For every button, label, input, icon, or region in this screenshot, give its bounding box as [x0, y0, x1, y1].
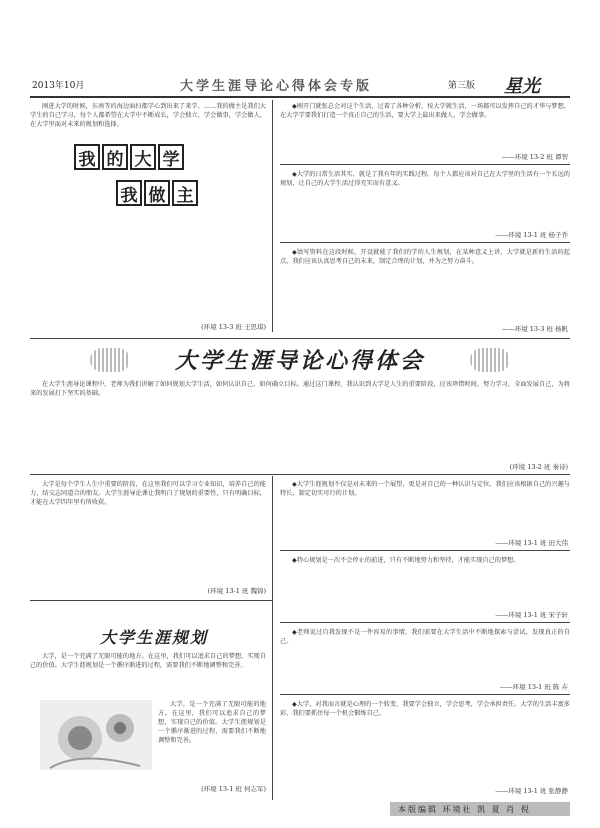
top-right-article-2 — [280, 170, 570, 230]
issue-date: 2013年10月 — [32, 81, 85, 91]
top-right-article-1 — [280, 102, 570, 150]
plan-article-intro — [30, 652, 266, 694]
top-right-signature-2: ——环境 13-1 班 杨子乔 — [495, 231, 568, 239]
mid-right-article-1-text: ◆大学生涯规划不仅是对未来的一个展望，更是对自己的一种认识与定位。我们应该根据自己的兴趣与特长，制定切实可行的计划。 — [280, 481, 570, 497]
top-right-signature-3: ——环境 13-3 班 杨帆 — [501, 325, 568, 333]
newspaper-page — [30, 72, 570, 812]
section-banner — [90, 344, 510, 374]
footer-editor-label: 本版编辑 环境社 凯 夏 肖 倪 — [398, 805, 531, 814]
top-left-article — [30, 102, 266, 332]
mid-right-signature-1: ——环境 13-1 班 田大伟 — [495, 539, 568, 547]
mid-right-article-3 — [280, 628, 570, 682]
mid-right-article-2-text: ◆特心规划是一次不会停止的前进，只有不断地努力和坚持，才能实现自己的梦想。 — [292, 557, 520, 564]
heading-char-4: 学 — [158, 144, 184, 170]
plan-article-side-text: 大学，是一个充满了无限可能的地方。在这里，我们可以追求自己的梦想，实现自己的价值。大学生涯规划是一个循序渐进的过程，需要我们不断地调整和完善。 — [158, 701, 266, 744]
article-divider — [30, 600, 272, 601]
mid-right-signature-3: ——环境 13-1 班 陈 卉 — [499, 683, 568, 691]
flower-illustration — [40, 700, 152, 770]
banner-title: 大学生涯导论心得体会 — [174, 347, 425, 374]
middle-article-signature: (环境 13-2 班 秦诗) — [509, 463, 568, 471]
article-divider — [280, 164, 570, 165]
heading-char-1: 我 — [74, 144, 100, 170]
middle-article-text: 在大学生涯导论课程中，老师为我们讲解了如何规划大学生活，如何认识自己，如何确立目标。通过这门课程，我认识到大学是人生的重要阶段，应该珍惜时间，努力学习，全面发展自己，为将来的发展打下坚实的基础。 — [30, 381, 570, 397]
page-title: 大学生涯导论心得体会专版 — [180, 79, 373, 94]
banner-left-ornament — [90, 348, 130, 372]
bottom-right-article — [280, 700, 570, 784]
column-divider — [272, 476, 273, 800]
plan-article-signature: (环境 13-1 班 何志军) — [201, 785, 266, 793]
brand-logo: 星光 — [504, 76, 540, 97]
mid-right-article-1 — [280, 480, 570, 538]
footer-editor-bar — [390, 802, 570, 816]
mid-right-signature-2: ——环境 13-1 班 宋子轩 — [495, 611, 568, 619]
heading-char-3: 大 — [130, 144, 156, 170]
mid-right-article-3-text: ◆老师说过自我发现不是一件容易的事情，我们需要在大学生活中不断地探索与尝试，发现真正的自己。 — [280, 629, 570, 645]
plan-article-text: 大学，是一个充满了无限可能的地方。在这里，我们可以追求自己的梦想，实现自己的价值。大学生涯规划是一个循序渐进的过程，需要我们不断地调整和完善。 — [30, 653, 266, 669]
top-right-article-3-text: ◆蚀写资料在这段时候，开设就能了我们的学的人生规划，在某种意义上讲，大学就是新的生活的起点，我们应该认真思考自己的未来，制定合理的计划，并为之努力奋斗。 — [280, 249, 570, 265]
top-right-signature-1: ——环境 13-2 班 谭智 — [501, 153, 568, 161]
mid-left-article — [30, 480, 266, 586]
column-divider — [272, 100, 273, 332]
page-number: 第三版 — [448, 81, 476, 91]
article-divider — [280, 622, 570, 623]
bottom-right-article-text: ◆大学，对我而言就是心理的一个转变，我要学会独立，学会思考，学会承担责任。大学的生活丰富多彩，我们要抓住每一个机会锻炼自己。 — [280, 701, 570, 717]
top-left-signature: (环境 13-3 班 王思琪) — [201, 323, 266, 331]
mid-left-signature: (环境 13-1 班 魏锦) — [207, 587, 266, 595]
top-left-article-text: 刚进大学的时候，东南等的海边面扫都学心到出来了来学。……我的做主是我们大学生的自己学习，每个人都希望在大学中不断成长，学会独立，学会做事，学会做人，在大学里面对未来的规划和选择。 — [30, 103, 266, 128]
heading-char-7: 主 — [172, 180, 198, 206]
heading-char-2: 的 — [102, 144, 128, 170]
heading-char-5: 我 — [116, 180, 142, 206]
plan-article-title: 大学生涯规划 — [100, 628, 209, 647]
top-right-article-2-text: ◆大学的日常生活其实，就是了我有年的实践过程。每个人都应该对自己在大学里的生活有一个长远的规划，让自己的大学生活过得充实而有意义。 — [280, 171, 570, 187]
top-right-article-3 — [280, 248, 570, 324]
heading-char-6: 做 — [144, 180, 170, 206]
article-divider — [280, 242, 570, 243]
article-divider — [280, 694, 570, 695]
mid-left-article-text: 大学是每个学生人生中重要的阶段，在这里我们可以学习专业知识，培养自己的能力，结交志同道合的朋友。大学生涯导论课让我明白了规划的重要性，只有明确目标，才能在大学四年里有所收获。 — [30, 481, 266, 506]
page-header — [30, 72, 570, 98]
plan-article-side — [158, 700, 266, 776]
section-divider — [30, 474, 570, 475]
article-divider — [280, 550, 570, 551]
bottom-right-signature: ——环境 13-1 班 张静静 — [495, 787, 568, 795]
banner-right-ornament — [470, 348, 510, 372]
middle-article — [30, 380, 570, 462]
top-right-article-1-text: ◆刚开门就张总会对这个生活，过着了各种分析，按大学就生活，一场都可以发挥自己的才华与梦想，在大学学要我们打造一个真正自己的生活，要大学上最出来做人，学会做事。 — [280, 103, 570, 119]
section-divider — [30, 338, 570, 339]
mid-right-article-2 — [280, 556, 570, 610]
